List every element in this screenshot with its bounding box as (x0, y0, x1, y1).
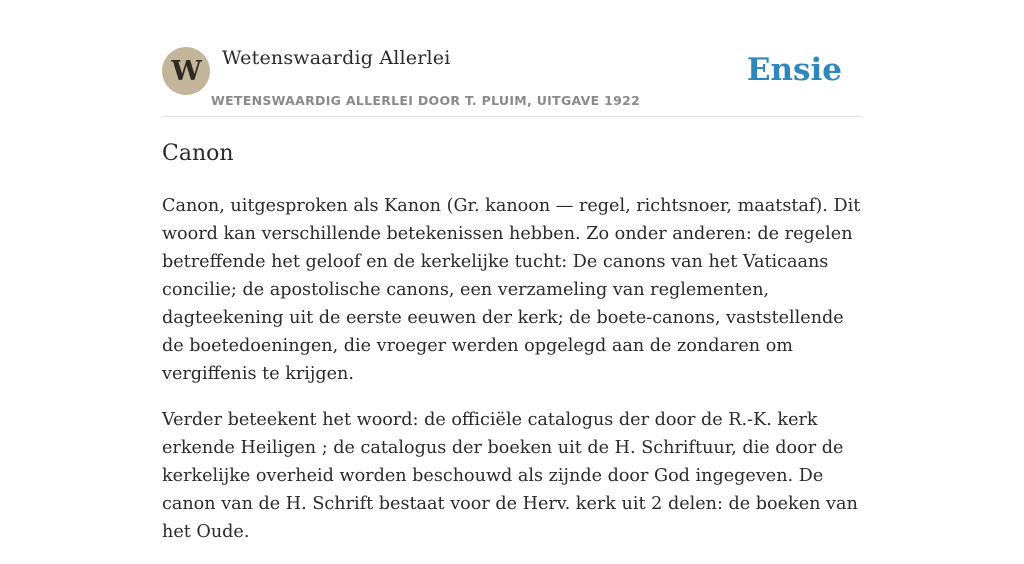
article-paragraph: Canon, uitgesproken als Kanon (Gr. kanoon — regel, richtsnoer, maatstaf). Dit woord kan verschillende betekenissen hebben. Zo onder anderen: de regelen betreffende het geloof en de kerkelijke tucht: De canons van het Vaticaans concilie; de apostolische canons, een verzameling van reglementen, dagteekening uit de eerste eeuwen der kerk; de boete-canons, vaststellende de boetedoeningen, die vroeger werden opgelegd aan de zondaren om vergiffenis te krijgen. (162, 196, 861, 384)
header (162, 46, 862, 117)
source-subtitle: WETENSWAARDIG ALLERLEI DOOR T. PLUIM, UITGAVE 1922 (211, 93, 641, 108)
article-paragraph: Verder beteekent het woord: de officiële catalogus der door de R.-K. kerk erkende Heiligen ; de catalogus der boeken uit de H. Schriftuur, die door de kerkelijke overheid worden beschouwd als zijnde door God ingegeven. De canon van de H. Schrift bestaat voor de Herv. kerk uit 2 delen: de boeken van het Oude. (162, 410, 858, 542)
article-body (162, 192, 862, 564)
brand-logo[interactable]: Ensie (746, 52, 842, 88)
article-title: Canon (162, 141, 234, 166)
avatar[interactable]: W (162, 47, 210, 95)
site-title[interactable]: Wetenswaardig Allerlei (222, 47, 451, 69)
